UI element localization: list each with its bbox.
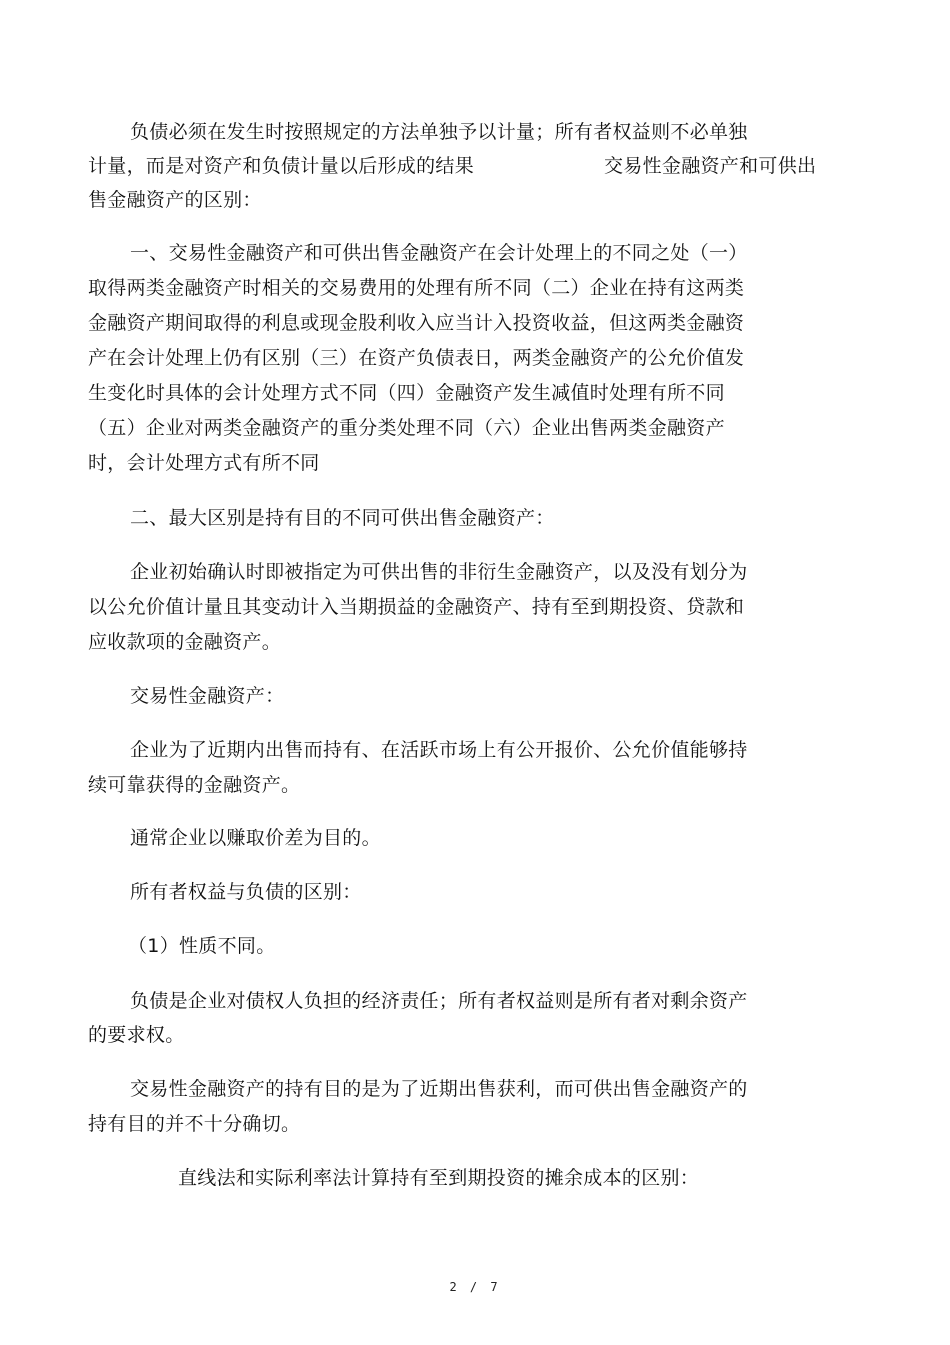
text-line: 企业初始确认时即被指定为可供出售的非衍生金融资产，以及没有划分为 [130,561,748,583]
text-line: 二、最大区别是持有目的不同可供出售金融资产： [130,507,555,529]
text-line: 产在会计处理上仍有区别（三）在资产负债表日，两类金融资产的公允价值发 [88,347,745,369]
text-line: （五）企业对两类金融资产的重分类处理不同（六）企业出售两类金融资产 [88,417,725,439]
page-number: 2 / 7 [449,1280,501,1294]
text-line: 时，会计处理方式有所不同 [88,452,320,474]
text-line: 取得两类金融资产时相关的交易费用的处理有所不同（二）企业在持有这两类 [88,277,745,299]
text-line: （1）性质不同。 [128,935,276,957]
text-line: 计量，而是对资产和负债计量以后形成的结果 [88,155,475,177]
text-line: 直线法和实际利率法计算持有至到期投资的摊余成本的区别： [178,1167,700,1189]
text-line: 交易性金融资产和可供出 [604,155,817,177]
text-line: 续可靠获得的金融资产。 [88,774,301,796]
text-line: 负债是企业对债权人负担的经济责任；所有者权益则是所有者对剩余资产 [130,990,748,1012]
text-line: 售金融资产的区别： [88,189,262,211]
text-line: 交易性金融资产的持有目的是为了近期出售获利，而可供出售金融资产的 [130,1078,748,1100]
text-line: 交易性金融资产： [130,685,285,707]
text-line: 以公允价值计量且其变动计入当期损益的金融资产、持有至到期投资、贷款和 [88,596,745,618]
text-line: 金融资产期间取得的利息或现金股利收入应当计入投资收益，但这两类金融资 [88,312,745,334]
text-line: 负债必须在发生时按照规定的方法单独予以计量；所有者权益则不必单独 [130,121,748,143]
text-line: 所有者权益与负债的区别： [130,881,362,903]
text-line: 的要求权。 [88,1024,185,1046]
text-line: 生变化时具体的会计处理方式不同（四）金融资产发生减值时处理有所不同 [88,382,725,404]
text-line: 持有目的并不十分确切。 [88,1113,301,1135]
text-line: 应收款项的金融资产。 [88,631,282,653]
text-line: 一、交易性金融资产和可供出售金融资产在会计处理上的不同之处（一） [130,242,748,264]
text-line: 通常企业以赚取价差为目的。 [130,827,381,849]
text-line: 企业为了近期内出售而持有、在活跃市场上有公开报价、公允价值能够持 [130,739,748,761]
